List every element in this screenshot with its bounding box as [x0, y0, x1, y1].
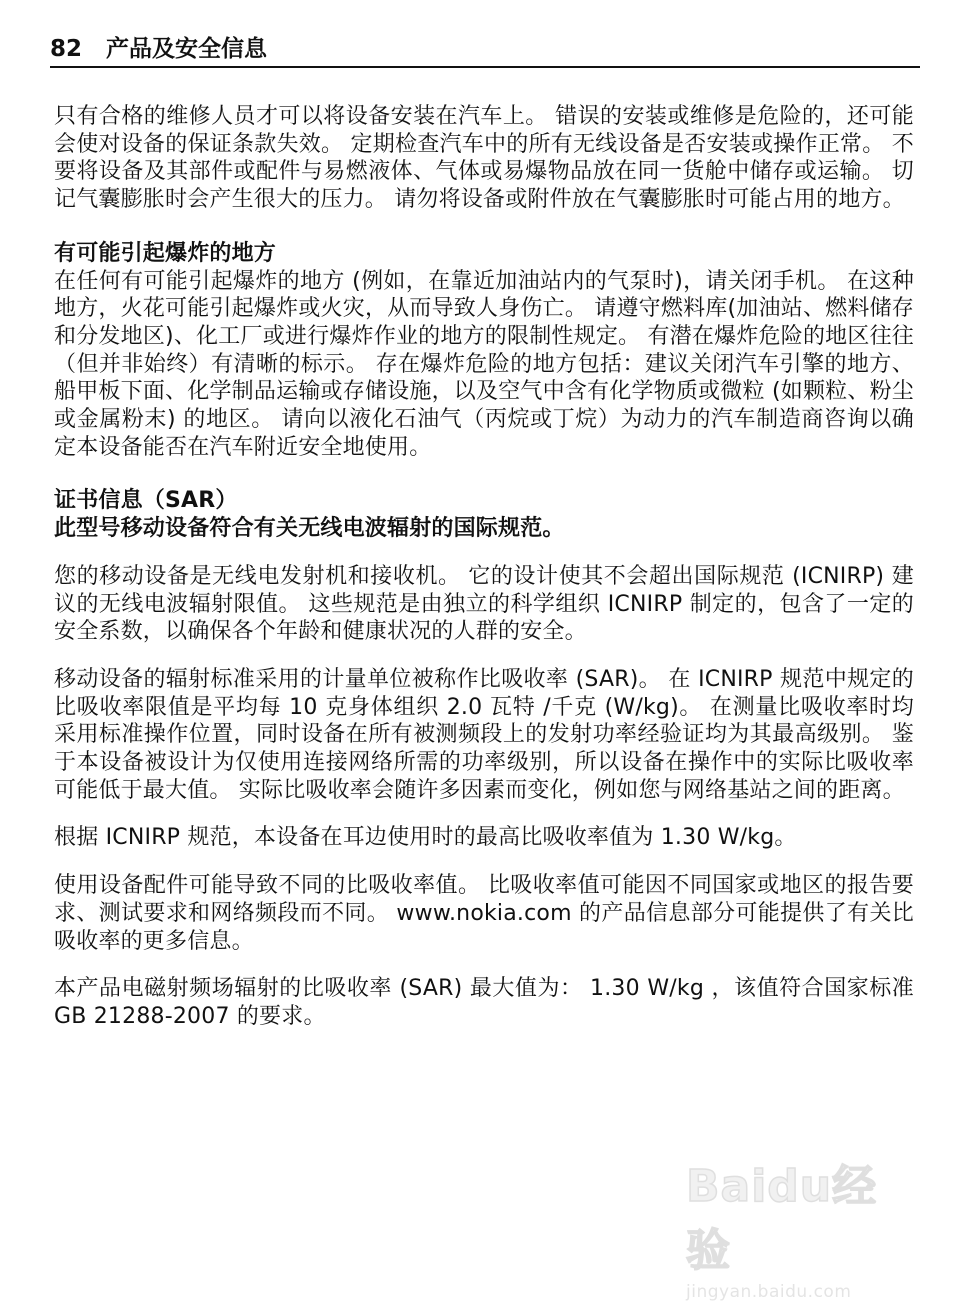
page-number: 82: [50, 36, 83, 62]
sar-heading: 证书信息（SAR）: [54, 488, 238, 514]
sar-compliance-statement: 此型号移动设备符合有关无线电波辐射的国际规范。: [54, 516, 565, 542]
baidu-jingyan-watermark: [686, 1150, 916, 1302]
sar-paragraph-national-standard: 本产品电磁射频场辐射的比吸收率 (SAR) 最大值为： 1.30 W/kg ，该值符合国家标准 GB 21288-2007 的要求。: [54, 976, 914, 1029]
page-header: [50, 34, 920, 68]
sar-paragraph-accessories: 使用设备配件可能导致不同的比吸收率值。 比吸收率值可能因不同国家或地区的报告要求、测试要求和网络频段而不同。 www.nokia.com 的产品信息部分可能提供了有关比吸收率的更多信息。: [54, 873, 914, 954]
document-body: [54, 103, 914, 1031]
watermark-url: jingyan.baidu.com: [686, 1282, 852, 1302]
sar-paragraph-device: 您的移动设备是无线电发射机和接收机。 它的设计使其不会超出国际规范 (ICNIRP) 建议的无线电波辐射限值。 这些规范是由独立的科学组织 ICNIRP 制定的，包含了一定的安全系数，以确保各个年龄和健康状况的人群的安全。: [54, 563, 914, 645]
page-header-title: 产品及安全信息: [106, 36, 268, 62]
explosive-areas-heading: 有可能引起爆炸的地方: [54, 240, 277, 266]
sar-paragraph-units: 移动设备的辐射标准采用的计量单位被称作比吸收率 (SAR)。 在 ICNIRP 规范中规定的比吸收率限值是平均每 10 克身体组织 2.0 瓦特 /千克 (W/kg)。 在测量比吸收率时均采用标准操作位置，同时设备在所有被测频段上的发射功率经验证均为其最高级别。 鉴于本设备被设计为仅使用连接网络所需的功率级别，所以设备在操作中的实际比吸收率可能低于最大值。 实际比吸收率会随许多因素而变化，例如您与网络基站之间的距离。: [54, 666, 914, 803]
watermark-logo: Baidu经验: [686, 1161, 878, 1276]
sar-paragraph-ear-value: 根据 ICNIRP 规范，本设备在耳边使用时的最高比吸收率值为 1.30 W/kg。: [54, 825, 797, 851]
explosive-areas-paragraph: 在任何有可能引起爆炸的地方 (例如，在靠近加油站内的气泵时)，请关闭手机。 在这种地方，火花可能引起爆炸或火灾，从而导致人身伤亡。 请遵守燃料库(加油站、燃料储存和分发地区)、化工厂或进行爆炸作业的地方的限制性规定。 有潜在爆炸危险的地区往往（但并非始终）有清晰的标示。 存在爆炸危险的地方包括：建议关闭汽车引擎的地方、船甲板下面、化学制品运输或存储设施，以及空气中含有化学物质或微粒 (如颗粒、粉尘或金属粉末) 的地区。 请向以液化石油气（丙烷或丁烷）为动力的汽车制造商咨询以确定本设备能否在汽车附近安全地使用。: [54, 268, 914, 460]
vehicle-installation-paragraph: 只有合格的维修人员才可以将设备安装在汽车上。 错误的安装或维修是危险的，还可能会使对设备的保证条款失效。 定期检查汽车中的所有无线设备是否安装或操作正常。 不要将设备及其部件或配件与易燃液体、气体或易爆物品放在同一货舱中储存或运输。 切记气囊膨胀时会产生很大的压力。 请勿将设备或附件放在气囊膨胀时可能占用的地方。: [54, 104, 914, 213]
